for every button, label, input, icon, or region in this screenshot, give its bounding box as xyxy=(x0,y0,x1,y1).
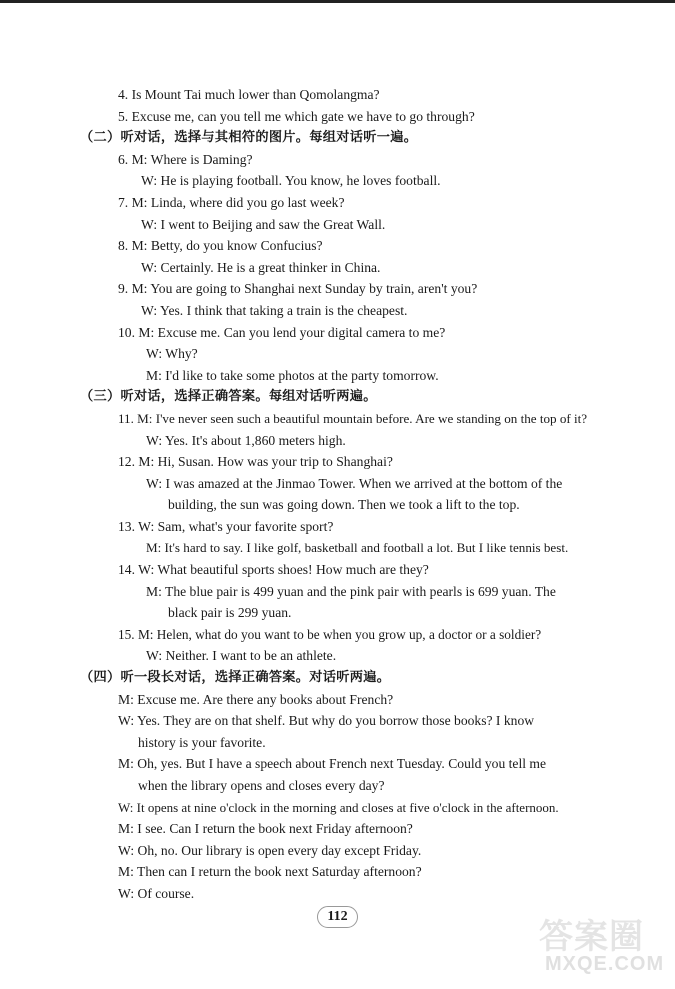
line xyxy=(0,430,675,452)
line xyxy=(0,840,675,862)
item-15-w: W: Neither. I want to be an athlete. xyxy=(146,648,337,664)
item-9-w: W: Yes. I think that taking a train is the cheapest. xyxy=(141,302,408,318)
item-11-w: W: Yes. It's about 1,860 meters high. xyxy=(146,432,346,448)
line xyxy=(0,473,675,495)
line xyxy=(0,689,675,711)
item-11-m: 11. M: I've never seen such a beautiful mountain before. Are we standing on the top of it? xyxy=(118,410,588,426)
item-15-m: 15. M: Helen, what do you want to be when you grow up, a doctor or a soldier? xyxy=(118,626,542,642)
item-6-m: 6. M: Where is Daming? xyxy=(118,151,253,167)
item-14-w: 14. W: What beautiful sports shoes! How much are they? xyxy=(118,562,429,578)
line xyxy=(0,645,675,667)
dialog-line: W: It opens at nine o'clock in the morning and closes at five o'clock in the afternoon. xyxy=(118,799,559,815)
item-10-m: 10. M: Excuse me. Can you lend your digital camera to me? xyxy=(118,324,446,340)
line xyxy=(0,278,675,300)
item-10-m2: M: I'd like to take some photos at the party tomorrow. xyxy=(146,367,439,383)
line xyxy=(0,602,675,624)
line xyxy=(0,624,675,646)
line xyxy=(0,797,675,819)
line xyxy=(0,170,675,192)
line xyxy=(0,494,675,516)
item-6-w: W: He is playing football. You know, he loves football. xyxy=(141,173,441,189)
line xyxy=(0,257,675,279)
page-number: 112 xyxy=(0,906,675,928)
watermark-top: 答案圈 xyxy=(539,917,644,957)
line xyxy=(0,537,675,559)
line xyxy=(0,365,675,387)
item-9-m: 9. M: You are going to Shanghai next Sunday by train, aren't you? xyxy=(118,281,478,297)
section-heading-2: （二）听对话，选择与其相符的图片。每组对话听一遍。 xyxy=(80,130,418,146)
watermark-logo xyxy=(539,909,669,983)
line xyxy=(0,408,675,430)
line xyxy=(0,192,675,214)
dialog-line-cont: when the library opens and closes every day? xyxy=(138,778,385,793)
item-8-m: 8. M: Betty, do you know Confucius? xyxy=(118,238,323,254)
top-rule xyxy=(0,0,675,3)
item-12-m: 12. M: Hi, Susan. How was your trip to Shanghai? xyxy=(118,454,393,470)
line xyxy=(0,753,675,775)
line xyxy=(0,732,675,754)
line xyxy=(0,710,675,732)
item-12-w: W: I was amazed at the Jinmao Tower. When we arrived at the bottom of the xyxy=(146,475,563,491)
line xyxy=(0,343,675,365)
line xyxy=(0,451,675,473)
line xyxy=(0,322,675,344)
line xyxy=(0,667,675,689)
line xyxy=(0,300,675,322)
item-8-w: W: Certainly. He is a great thinker in China. xyxy=(141,259,381,275)
item-14-m: M: The blue pair is 499 yuan and the pink pair with pearls is 699 yuan. The xyxy=(146,583,556,599)
dialog-line: M: Excuse me. Are there any books about French? xyxy=(118,691,394,707)
line xyxy=(0,581,675,603)
section-heading-3: （三）听对话，选择正确答案。每组对话听两遍。 xyxy=(80,389,377,405)
watermark-bottom: MXQE.COM xyxy=(545,953,665,975)
line xyxy=(0,235,675,257)
item-12-w-cont: building, the sun was going down. Then we took a lift to the top. xyxy=(168,497,520,513)
line xyxy=(0,106,675,128)
dialog-line: W: Yes. They are on that shelf. But why do you borrow those books? I know xyxy=(118,713,535,729)
line xyxy=(0,214,675,236)
line xyxy=(0,861,675,883)
item-13-w: 13. W: Sam, what's your favorite sport? xyxy=(118,518,334,534)
line xyxy=(0,818,675,840)
line xyxy=(0,127,675,149)
line xyxy=(0,84,675,106)
item-13-m: M: It's hard to say. I like golf, basketball and football a lot. But I like tennis best. xyxy=(146,540,569,556)
section-heading-4: （四）听一段长对话，选择正确答案。对话听两遍。 xyxy=(80,670,391,686)
dialog-line: W: Oh, no. Our library is open every day except Friday. xyxy=(118,842,422,858)
line xyxy=(0,775,675,797)
line xyxy=(0,149,675,171)
dialog-line-cont: history is your favorite. xyxy=(138,734,266,750)
dialog-line: M: I see. Can I return the book next Friday afternoon? xyxy=(118,821,413,837)
line xyxy=(0,386,675,408)
item-14-m-cont: black pair is 299 yuan. xyxy=(168,605,292,621)
item-5: 5. Excuse me, can you tell me which gate we have to go through? xyxy=(118,108,475,124)
item-7-w: W: I went to Beijing and saw the Great Wall. xyxy=(141,216,386,232)
dialog-line: W: Of course. xyxy=(118,885,195,901)
dialog-line: M: Oh, yes. But I have a speech about French next Tuesday. Could you tell me xyxy=(118,756,547,772)
item-10-w: W: Why? xyxy=(146,346,198,362)
line xyxy=(0,883,675,905)
item-7-m: 7. M: Linda, where did you go last week? xyxy=(118,194,345,210)
page-content xyxy=(0,84,675,905)
dialog-line: M: Then can I return the book next Saturday afternoon? xyxy=(118,864,422,880)
line xyxy=(0,516,675,538)
line xyxy=(0,559,675,581)
item-4: 4. Is Mount Tai much lower than Qomolangma? xyxy=(118,87,380,102)
